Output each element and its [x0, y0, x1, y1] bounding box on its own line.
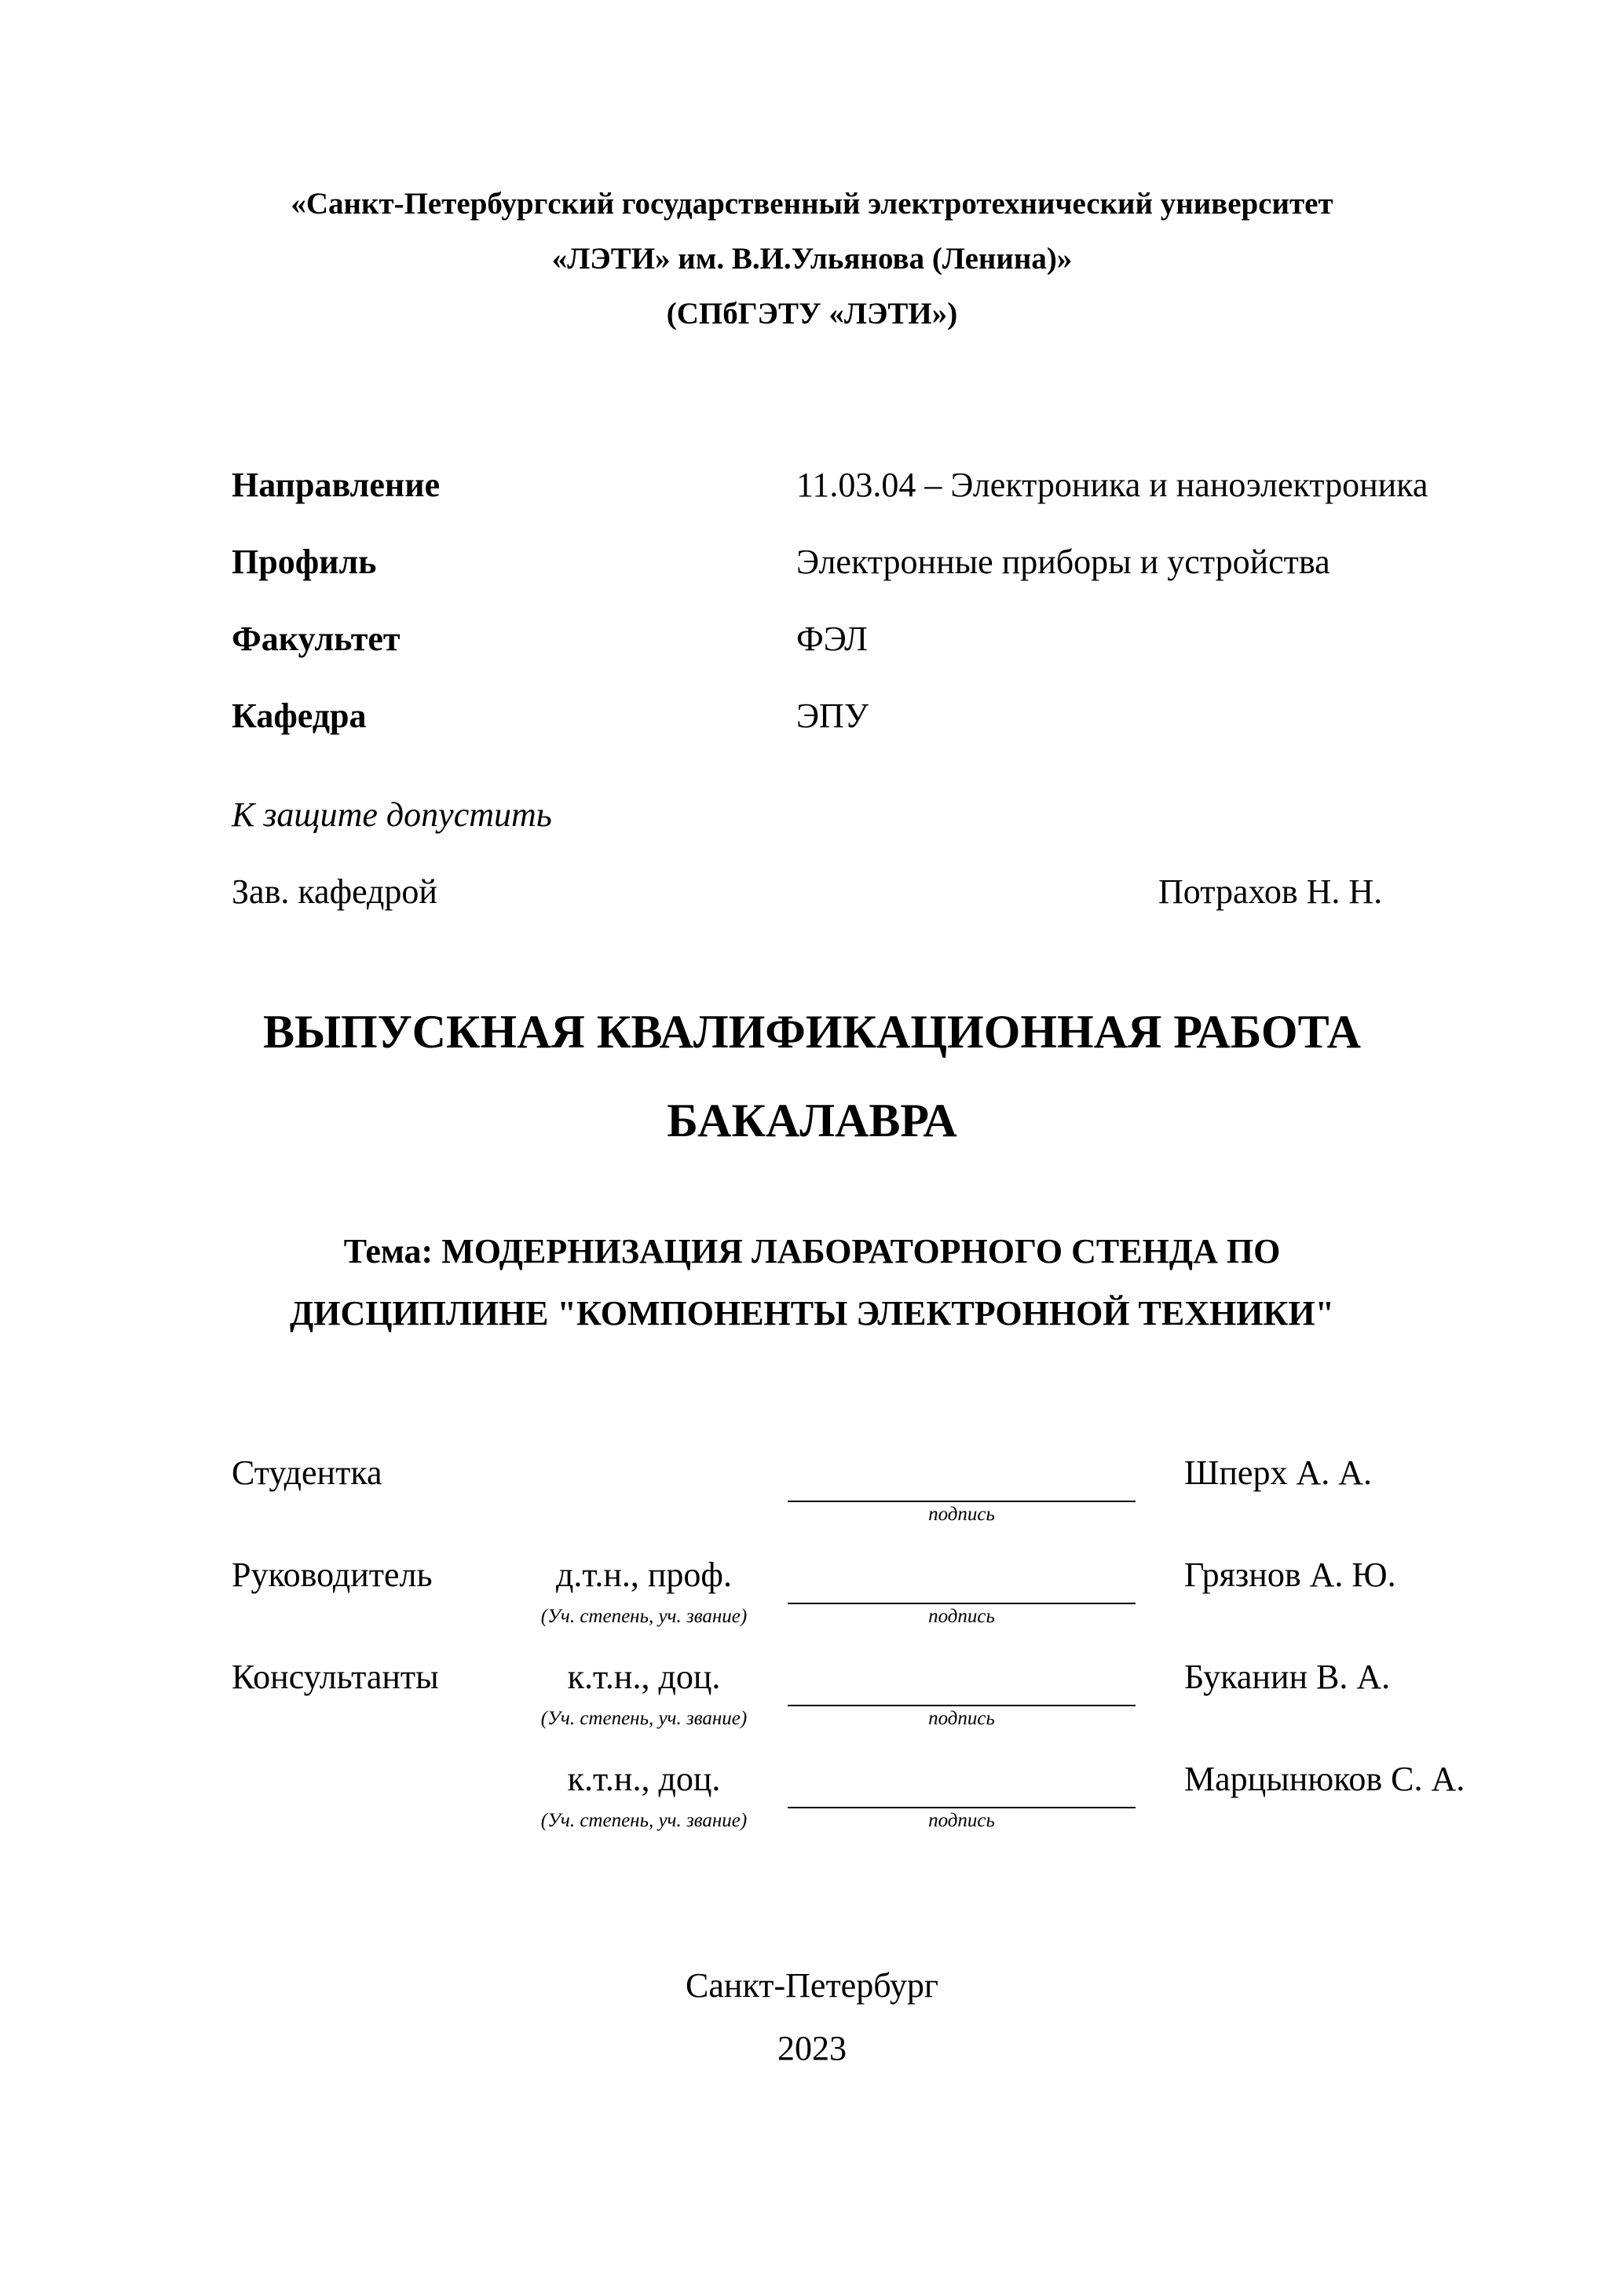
- student-signature-line: [788, 1501, 1136, 1502]
- department-head-role: Зав. кафедрой: [232, 872, 437, 911]
- university-name-line1: «Санкт-Петербургский государственный электротехнический университет: [291, 187, 1333, 221]
- field-value-direction: 11.03.04 – Электроника и наноэлектроника: [796, 466, 1428, 504]
- supervisor-degree-caption: (Уч. степень, уч. звание): [540, 1606, 748, 1627]
- student-role: Студентка: [232, 1453, 382, 1492]
- topic-line1: Тема: МОДЕРНИЗАЦИЯ ЛАБОРАТОРНОГО СТЕНДА ПО: [343, 1232, 1281, 1270]
- topic-line2: ДИСЦИПЛИНЕ "КОМПОНЕНТЫ ЭЛЕКТРОННОЙ ТЕХНИКИ": [290, 1294, 1334, 1333]
- supervisor-role: Руководитель: [232, 1556, 433, 1594]
- supervisor-degree: д.т.н., проф.: [556, 1556, 732, 1594]
- supervisor-name: Грязнов А. Ю.: [1184, 1556, 1396, 1594]
- admission-text: К защите допустить: [232, 795, 552, 834]
- document-title-line1: ВЫПУСКНАЯ КВАЛИФИКАЦИОННАЯ РАБОТА: [263, 1006, 1361, 1058]
- footer-city: Санкт-Петербург: [686, 1966, 938, 2005]
- consultant1-signature-caption: подпись: [928, 1708, 995, 1729]
- field-label-direction: Направление: [232, 466, 441, 504]
- student-signature-caption: подпись: [928, 1504, 995, 1525]
- supervisor-signature-line: [788, 1603, 1136, 1604]
- field-label-department: Кафедра: [232, 696, 367, 735]
- field-label-faculty: Факультет: [232, 620, 401, 658]
- consultant2-degree: к.т.н., доц.: [567, 1760, 721, 1798]
- supervisor-signature-caption: подпись: [928, 1606, 995, 1627]
- consultant2-name: Марцынюков С. А.: [1184, 1760, 1465, 1798]
- field-label-profile: Профиль: [232, 543, 377, 581]
- field-value-faculty: ФЭЛ: [796, 620, 868, 658]
- consultant2-signature-line: [788, 1807, 1136, 1808]
- consultant2-degree-caption: (Уч. степень, уч. звание): [540, 1810, 748, 1831]
- field-value-department: ЭПУ: [796, 696, 869, 735]
- student-name: Шперх А. А.: [1184, 1453, 1373, 1492]
- department-head-name: Потрахов Н. Н.: [1158, 872, 1383, 911]
- consultants-role: Консультанты: [232, 1658, 439, 1696]
- consultant1-name: Буканин В. А.: [1184, 1658, 1391, 1696]
- document-title-line2: БАКАЛАВРА: [667, 1095, 957, 1146]
- field-value-profile: Электронные приборы и устройства: [796, 543, 1330, 581]
- footer-year: 2023: [777, 2029, 847, 2067]
- consultant2-signature-caption: подпись: [928, 1810, 995, 1831]
- consultant1-degree-caption: (Уч. степень, уч. звание): [540, 1708, 748, 1729]
- university-name-line2: «ЛЭТИ» им. В.И.Ульянова (Ленина)»: [551, 242, 1073, 276]
- consultant1-degree: к.т.н., доц.: [567, 1658, 721, 1696]
- consultant1-signature-line: [788, 1705, 1136, 1706]
- university-abbreviation: (СПбГЭТУ «ЛЭТИ»): [666, 297, 958, 331]
